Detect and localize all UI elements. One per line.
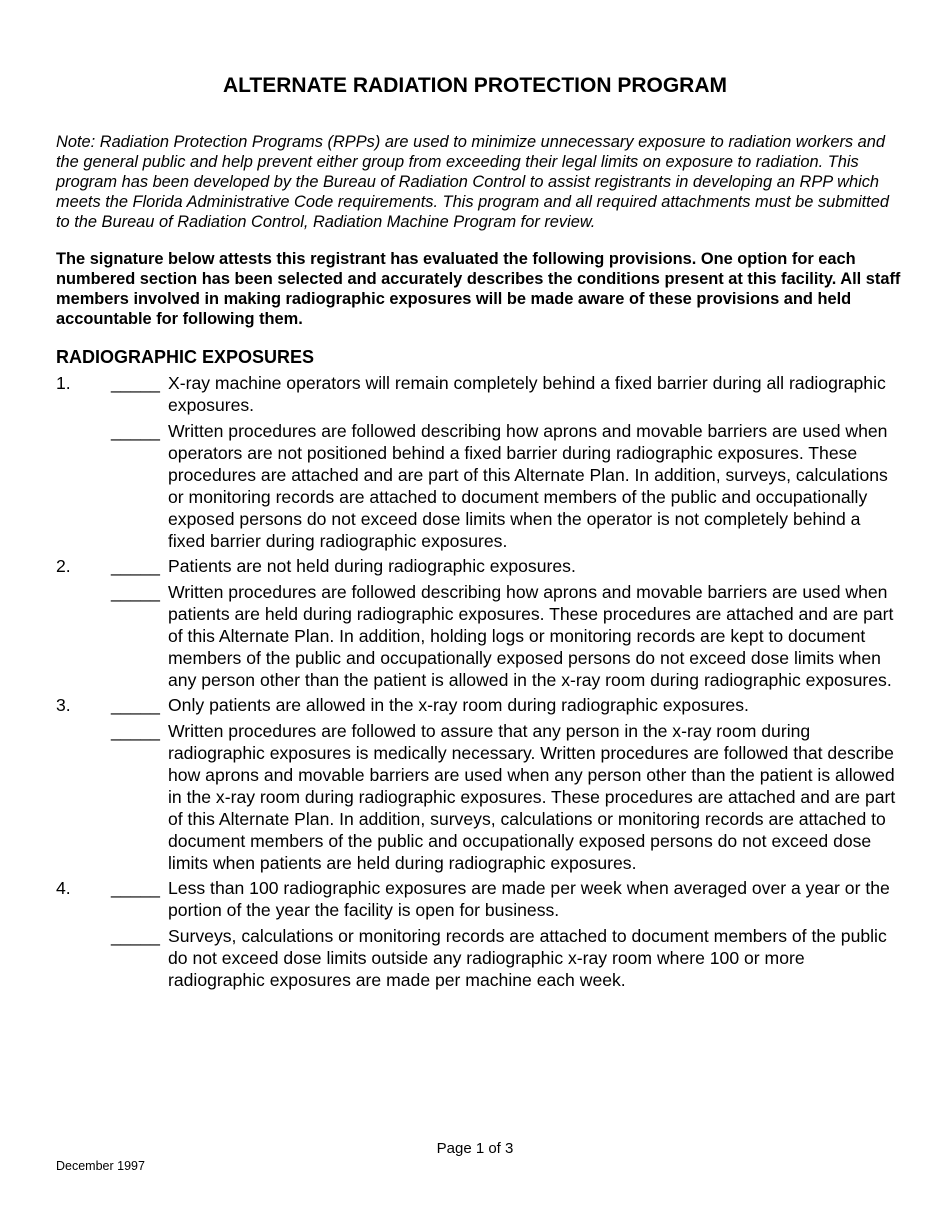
selection-blank[interactable]: _____ — [111, 878, 160, 898]
option-text: X-ray machine operators will remain completely behind a fixed barrier during all radiographic exposures. — [168, 373, 886, 415]
selection-blank[interactable]: _____ — [111, 582, 160, 602]
provision-4-option-a — [56, 877, 901, 921]
selection-blank[interactable]: _____ — [111, 721, 160, 741]
option-text: Written procedures are followed to assure that any person in the x-ray room during radiographic exposures is medically necessary. Written procedures are followed that describe how aprons and movable barriers are used when any person other than the patient is allowed in the x-ray room during radiographic exposures. These procedures are attached and are part of this Alternate Plan. In addition, surveys, calculations or monitoring records are attached to document members of the public and occupationally exposed persons do not exceed dose limits when patients are held during radiographic exposures. — [168, 721, 896, 873]
provision-1-option-b — [56, 420, 901, 552]
option-text: Patients are not held during radiographic exposures. — [168, 556, 576, 576]
section-heading: RADIOGRAPHIC EXPOSURES — [56, 347, 315, 367]
page-number: Page 1 of 3 — [436, 1140, 514, 1157]
provision-number: 2. — [56, 556, 71, 576]
document-title: ALTERNATE RADIATION PROTECTION PROGRAM — [223, 74, 727, 97]
option-text: Only patients are allowed in the x-ray room during radiographic exposures. — [168, 695, 749, 715]
provision-number: 4. — [56, 878, 71, 898]
selection-blank[interactable]: _____ — [111, 556, 160, 576]
provision-number: 1. — [56, 373, 71, 393]
selection-blank[interactable]: _____ — [111, 373, 160, 393]
provision-number: 3. — [56, 695, 71, 715]
intro-note: Note: Radiation Protection Programs (RPPs) are used to minimize unnecessary exposure to radiation workers and the general public and help prevent either group from exceeding their legal limits on exposure to radiation. This program has been developed by the Bureau of Radiation Control to assist registrants in developing an RPP which meets the Florida Administrative Code requirements. This program and all required attachments must be submitted to the Bureau of Radiation Control, Radiation Machine Program for review. — [56, 133, 889, 231]
selection-blank[interactable]: _____ — [111, 421, 160, 441]
provision-3-option-b — [56, 720, 901, 874]
provision-4-option-b — [56, 925, 901, 991]
option-text: Written procedures are followed describing how aprons and movable barriers are used when patients are held during radiographic exposures. These procedures are attached and are part of this Alternate Plan. In addition, holding logs or monitoring records are kept to document members of the public and occupationally exposed persons do not exceed dose limits when any person other than the patient is allowed in the x-ray room during radiographic exposures. — [168, 582, 894, 690]
selection-blank[interactable]: _____ — [111, 926, 160, 946]
selection-blank[interactable]: _____ — [111, 695, 160, 715]
revision-date: December 1997 — [56, 1159, 145, 1173]
option-text: Written procedures are followed describing how aprons and movable barriers are used when operators are not positioned behind a fixed barrier during radiographic exposures. These procedures are attached and are part of this Alternate Plan. In addition, surveys, calculations or monitoring records are attached to document members of the public and occupationally exposed persons do not exceed dose limits when the operator is not completely behind a fixed barrier during radiographic exposures. — [168, 421, 888, 551]
provision-1-option-a — [56, 372, 901, 416]
option-text: Less than 100 radiographic exposures are made per week when averaged over a year or the portion of the year the facility is open for business. — [168, 878, 890, 920]
provisions-list — [56, 372, 901, 994]
option-text: Surveys, calculations or monitoring records are attached to document members of the public do not exceed dose limits outside any radiographic x-ray room where 100 or more radiographic exposures are made per machine each week. — [168, 926, 887, 990]
attestation-statement: The signature below attests this registrant has evaluated the following provisions. One option for each numbered section has been selected and accurately describes the conditions present at this facility. All staff members involved in making radiographic exposures will be made aware of these provisions and held accountable for following them. — [56, 250, 901, 328]
provision-3-option-a — [56, 694, 901, 716]
provision-2-option-b — [56, 581, 901, 691]
provision-2-option-a — [56, 555, 901, 577]
